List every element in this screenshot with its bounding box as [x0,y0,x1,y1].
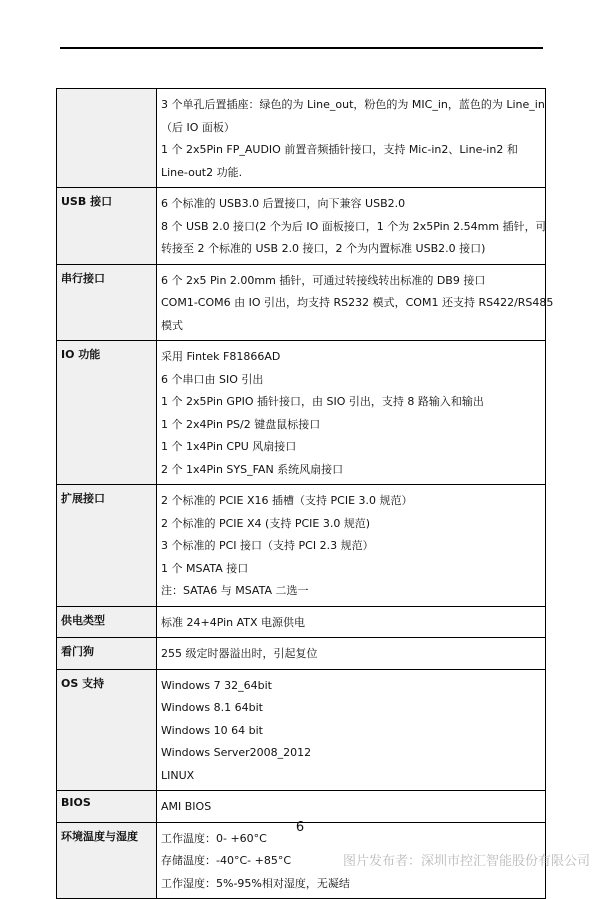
spec-value-line: 1 个 2x5Pin GPIO 插针接口，由 SIO 引出，支持 8 路输入和输出 [161,395,484,408]
spec-value-line: 存储温度：-40°C- +85°C [161,854,292,867]
spec-value-line: 2 个标准的 PCIE X16 插槽（支持 PCIE 3.0 规范） [161,494,413,507]
spec-value-line: 2 个 1x4Pin SYS_FAN 系统风扇接口 [161,462,344,476]
spec-value [157,485,546,607]
spec-value-line: 注：SATA6 与 MSATA 二选一 [161,584,309,597]
spec-row [57,485,546,607]
spec-row [57,606,546,638]
spec-value-line: 3 个标准的 PCI 接口（支持 PCI 2.3 规范） [161,539,374,552]
spec-label: OS 支持 [57,669,157,791]
spec-value-line: 转接至 2 个标准的 USB 2.0 接口，2 个为内置标准 USB2.0 接口) [161,242,486,255]
spec-row [57,89,546,188]
spec-label: BIOS [57,791,157,823]
spec-label [57,89,157,188]
spec-value-line: 2 个标准的 PCIE X4 (支持 PCIE 3.0 规范) [161,516,371,530]
spec-label: 串行接口 [57,264,157,341]
publisher-watermark: 图片发布者：深圳市控汇智能股份有限公司 [342,854,590,869]
spec-value-line: Windows 8.1 64bit [161,701,263,714]
spec-value-line: 1 个 1x4Pin CPU 风扇接口 [161,440,297,453]
spec-value-line: 1 个 MSATA 接口 [161,561,249,575]
spec-row [57,791,546,823]
spec-value-line: COM1-COM6 由 IO 引出，均支持 RS232 模式，COM1 还支持 RS422/RS485 [161,296,554,309]
spec-label: 供电类型 [57,606,157,638]
spec-value [157,669,546,791]
spec-value-line: AMI BIOS [161,800,212,813]
spec-value-line: 8 个 USB 2.0 接口(2 个为后 IO 面板接口，1 个为 2x5Pin 2.54mm 插针，可 [161,219,547,233]
spec-value-line: 6 个标准的 USB3.0 后置接口，向下兼容 USB2.0 [161,197,406,210]
page-number: 6 [295,820,305,835]
header-rule [60,47,543,49]
spec-value [157,791,546,823]
spec-label: 扩展接口 [57,485,157,607]
spec-value-line: 6 个 2x5 Pin 2.00mm 插针，可通过转接线转出标准的 DB9 接口 [161,273,486,287]
spec-row [57,638,546,670]
spec-value-line: 采用 Fintek F81866AD [161,350,281,363]
spec-table-body [57,89,554,899]
spec-label: USB 接口 [57,188,157,265]
spec-value-line: 1 个 2x4Pin PS/2 键盘鼠标接口 [161,417,321,431]
spec-value-line: 6 个串口由 SIO 引出 [161,372,264,386]
spec-value-line: LINUX [161,768,195,782]
spec-row [57,669,546,791]
spec-label: IO 功能 [57,341,157,485]
spec-value [157,341,546,485]
spec-value-line: 模式 [161,318,183,332]
spec-value-line: 标准 24+4Pin ATX 电源供电 [161,615,306,629]
spec-value-line: （后 IO 面板） [161,120,235,134]
spec-label: 看门狗 [57,638,157,670]
spec-row [57,264,546,341]
spec-value-line: Windows 7 32_64bit [161,678,272,692]
spec-value [157,264,554,341]
spec-value [157,638,546,670]
spec-value-line: 工作湿度：5%-95%相对湿度，无凝结 [161,876,350,890]
spec-label: 环境温度与湿度 [57,822,157,899]
spec-value [157,188,546,265]
spec-value-line: 1 个 2x5Pin FP_AUDIO 前置音频插针接口，支持 Mic-in2、Line-in2 和 [161,143,518,156]
spec-value-line: 工作温度：0- +60°C [161,831,267,845]
spec-table [56,88,554,899]
spec-row [57,188,546,265]
spec-value-line: Line-out2 功能. [161,165,243,179]
spec-value [157,89,546,188]
spec-row [57,341,546,485]
spec-value-line: Windows 10 64 bit [161,723,263,737]
spec-value [157,606,546,638]
spec-value-line: 255 级定时器溢出时，引起复位 [161,647,318,660]
spec-value-line: Windows Server2008_2012 [161,746,312,759]
spec-value-line: 3 个单孔后置插座：绿色的为 Line_out，粉色的为 MIC_in，蓝色的为 Line_in [161,98,545,111]
